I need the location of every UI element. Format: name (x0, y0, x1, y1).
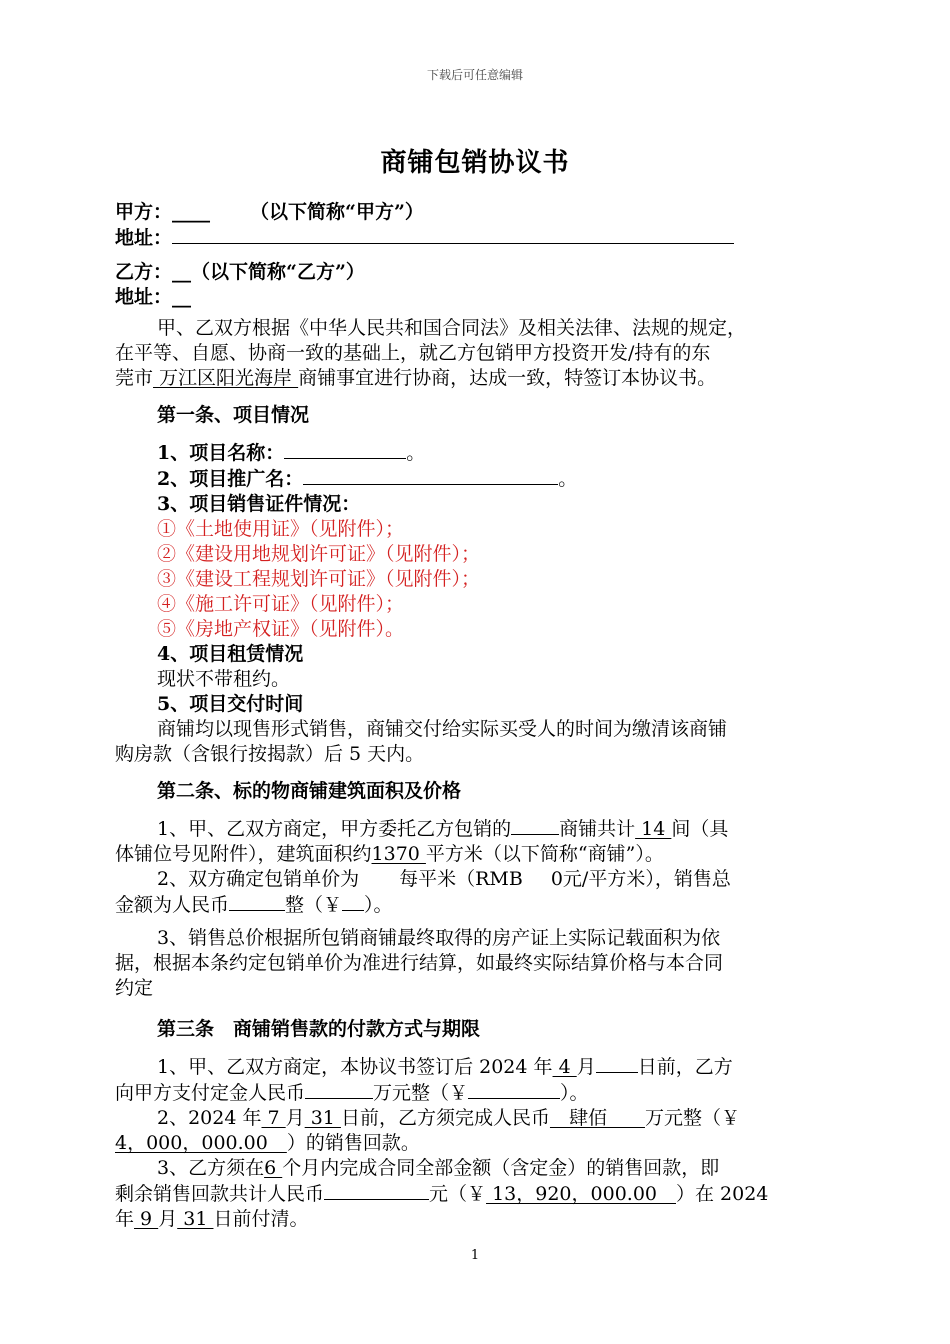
item-lease: 4、项目租赁情况 (157, 643, 304, 665)
deposit-month: 4 (552, 1056, 577, 1078)
text: 万元整（￥ (373, 1082, 469, 1104)
intro-line: 甲、乙双方根据《中华人民共和国合同法》及相关法律、法规的规定， (157, 317, 747, 339)
address-a-label: 地址： (115, 227, 173, 249)
party-a-label: 甲方： (115, 201, 173, 223)
article2-p1-cont (115, 842, 840, 867)
page-number: 1 (470, 1248, 480, 1263)
article2-p2 (115, 867, 840, 892)
address-b-label: 地址： (115, 286, 173, 308)
item-delivery: 5、项目交付时间 (157, 693, 304, 715)
text: 月 (576, 1056, 596, 1078)
article3-p2 (115, 1106, 840, 1131)
blank (305, 1080, 373, 1099)
text: 整（￥ (285, 894, 343, 916)
article3-p1-cont (115, 1080, 840, 1106)
blank (596, 1054, 638, 1073)
text: 商铺共计 (559, 818, 636, 840)
intro-text: 商铺事宜进行协商，达成一致，特签订本协议书。 (298, 367, 717, 389)
article2-p3: 据，根据本条约定包销单价为准进行结算，如最终实际结算价格与本合同 (115, 952, 724, 974)
promo-name-blank (303, 466, 558, 485)
article2-p3: 3、销售总价根据所包销商铺最终取得的房产证上实际记载面积为依 (157, 927, 721, 949)
remaining-amount: 13，920，000.00 (486, 1183, 676, 1205)
item-end: 。 (558, 468, 578, 490)
text: ）在 2024 (676, 1183, 769, 1205)
delivery-text: 购房款（含银行按揭款）后 5 天内。 (115, 743, 425, 765)
text: 2、2024 年 (157, 1107, 262, 1129)
payment-amount: 4，000，000.00 (115, 1132, 287, 1154)
article3-heading: 第三条 商铺销售款的付款方式与期限 (157, 1018, 481, 1040)
document-title: 商铺包销协议书 (380, 148, 570, 178)
article3-p2-cont (115, 1131, 840, 1156)
party-b-label: 乙方： (115, 261, 173, 283)
item-certificates: 3、项目销售证件情况： (157, 493, 361, 515)
certificate-item: ④《施工许可证》（见附件）； (157, 593, 405, 615)
text: 1、甲、乙双方商定，本协议书签订后 2024 年 (157, 1056, 553, 1078)
blank (229, 892, 285, 911)
blank (324, 1181, 429, 1200)
article1-heading: 第一条、项目情况 (157, 404, 310, 426)
text: 平方米（以下简称“商铺”）。 (425, 843, 664, 865)
payment-day: 31 (304, 1107, 341, 1129)
intro-line (115, 366, 840, 391)
certificate-item: ③《建设工程规划许可证》（见附件）； (157, 568, 481, 590)
payment-month: 7 (261, 1107, 286, 1129)
building-area: 1370 (371, 843, 426, 865)
text: 间（具 (671, 818, 729, 840)
address-a-line (115, 225, 840, 251)
final-month: 9 (134, 1208, 159, 1230)
text: 月 (158, 1208, 178, 1230)
address-a-blank (172, 225, 734, 244)
certificate-item: ⑤《房地产权证》（见附件）。 (157, 618, 405, 640)
text: 年 (115, 1208, 135, 1230)
article2-heading: 第二条、标的物商铺建筑面积及价格 (157, 780, 462, 802)
delivery-text: 商铺均以现售形式销售，商铺交付给实际买受人的时间为缴清该商铺 (157, 718, 728, 740)
text: 2、双方确定包销单价为 (157, 868, 360, 890)
text: 日前，乙方须完成人民币 (340, 1107, 550, 1129)
article3-p3-cont (115, 1181, 840, 1207)
payment-amount-chinese: 肆佰 (549, 1107, 645, 1129)
text: 日前，乙方 (637, 1056, 733, 1078)
item-end: 。 (406, 442, 426, 464)
address-b-blank: __ (172, 286, 192, 308)
party-a-line (115, 200, 840, 225)
unit-price: 0 (550, 868, 563, 890)
item-label: 2、项目推广名： (157, 468, 304, 490)
article2-p3: 约定 (115, 977, 154, 999)
final-day: 31 (177, 1208, 214, 1230)
project-location: 万江区阳光海岸 (153, 367, 299, 389)
party-b-alias: （以下简称“乙方”） (191, 261, 365, 283)
text: 3、乙方须在 (157, 1157, 265, 1179)
text: ）。 (364, 894, 393, 916)
text: 每平米（RMB (399, 868, 523, 890)
text: 万元整（￥ (644, 1107, 740, 1129)
party-a-blank: ____ (172, 201, 211, 223)
certificate-item: ②《建设用地规划许可证》（见附件）； (157, 543, 481, 565)
text: 月 (285, 1107, 305, 1129)
document-body (115, 200, 840, 1232)
text: ）。 (560, 1082, 589, 1104)
text: 个月内完成合同全部金额（含定金）的销售回款，即 (282, 1157, 720, 1179)
article2-p1 (115, 816, 840, 842)
item-promo-name (115, 466, 840, 492)
text: 向甲方支付定金人民币 (115, 1082, 306, 1104)
blank (342, 892, 364, 911)
intro-line: 在平等、自愿、协商一致的基础上，就乙方包销甲方投资开发/持有的东 (115, 342, 711, 364)
item-label: 1、项目名称： (157, 442, 285, 464)
intro-paragraph (115, 316, 840, 391)
item-project-name (115, 440, 840, 466)
certificate-item: ①《土地使用证》（见附件）； (157, 518, 405, 540)
lease-text: 现状不带租约。 (157, 668, 291, 690)
party-a-alias: （以下简称“甲方”） (250, 201, 424, 223)
text: 金额为人民币 (115, 894, 230, 916)
project-name-blank (284, 440, 406, 459)
text: 剩余销售回款共计人民币 (115, 1183, 325, 1205)
shop-count: 14 (635, 818, 672, 840)
article2-p2-cont (115, 892, 840, 918)
article3-p1 (115, 1054, 840, 1080)
text: 1、甲、乙双方商定，甲方委托乙方包销的 (157, 818, 512, 840)
header-note: 下载后可任意编辑 (426, 68, 523, 82)
text: 元（￥ (429, 1183, 487, 1205)
article3-p3-end (115, 1207, 840, 1232)
intro-text: 莞市 (115, 367, 154, 389)
article3-p3 (115, 1156, 840, 1181)
text: ）的销售回款。 (286, 1132, 420, 1154)
address-b-line (115, 285, 840, 310)
blank (468, 1080, 560, 1099)
blank (511, 816, 559, 835)
party-b-line (115, 260, 840, 285)
text: 体铺位号见附件），建筑面积约 (115, 843, 372, 865)
text: 日前付清。 (213, 1208, 309, 1230)
text: 元/平方米），销售总 (562, 868, 731, 890)
party-b-blank: __ (172, 261, 192, 283)
completion-months: 6 (264, 1157, 283, 1179)
